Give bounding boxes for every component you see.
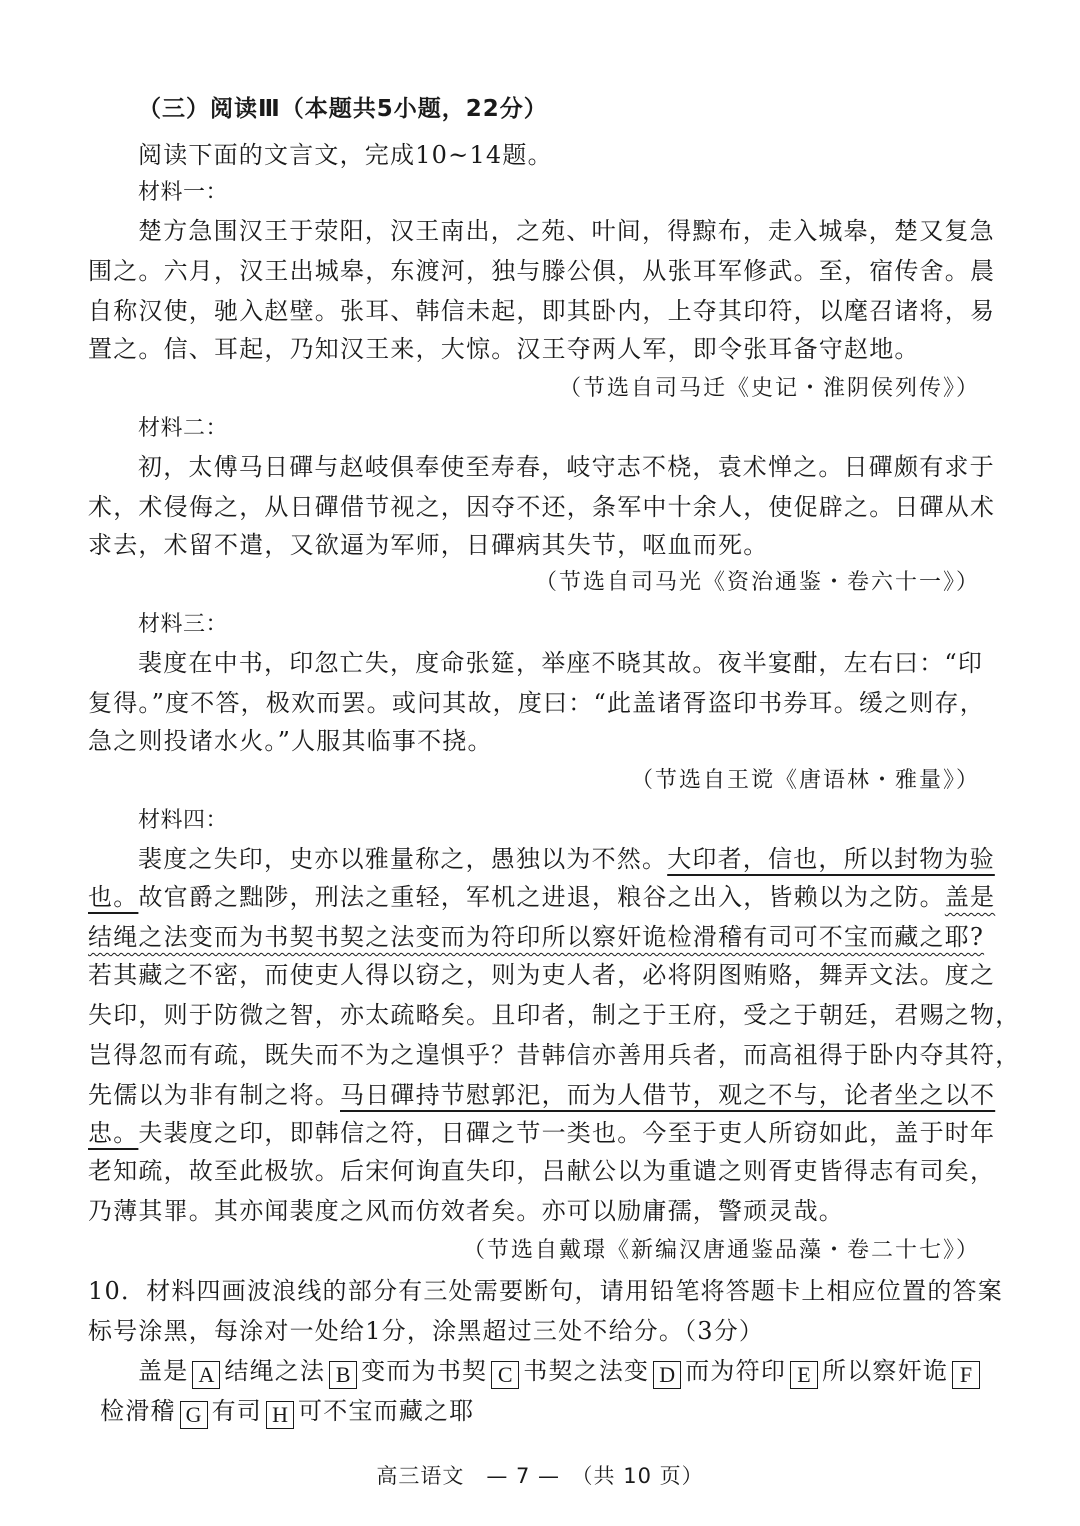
material4-line-8 [88,1118,994,1148]
material1-line: 楚方急围汉王于荥阳，汉王南出，之苑、叶间，得黥布，走入城皋，楚又复急 [138,217,995,245]
material3-source: （节选自王谠《唐语林・雅量》） [630,768,980,793]
section-instruction: 阅读下面的文言文，完成10~14题。 [138,141,553,169]
material3-header: 材料三： [138,612,229,637]
material4-line: 若其藏之不密，而使吏人得以窃之，则为吏人者，必将阴图贿赂，舞弄文法。度之 [88,961,996,989]
option-box-e[interactable]: E [790,1361,818,1389]
material2-header: 材料二： [138,416,229,441]
option-box-h[interactable]: H [266,1401,294,1429]
section-title: （三）阅读Ⅲ（本题共5小题，22分） [138,96,548,122]
material4-line: 老知疏，故至此极欤。后宋何询直失印，吕献公以为重谴之则胥吏皆得志有司矣， [88,1157,996,1185]
material4-header: 材料四： [138,808,229,833]
underlined-sentence-1: 大印者，信也，所以封物为验 [667,845,995,873]
material4-text: 夫裴度之印，即韩信之符，日磾之节一类也。今至于吏人所窃如此，盖于时年 [138,1119,996,1147]
material1-line: 自称汉使，驰入赵壁。张耳、韩信未起，即其卧内，上夺其印符，以麾召诸将，易 [88,297,996,325]
material4-line-3 [88,922,994,952]
material1-line: 围之。六月，汉王出城皋，东渡河，独与滕公俱，从张耳军修武。至，宿传舍。晨 [88,257,996,285]
material4-text: 故官爵之黜陟，刑法之重轻，军机之进退，粮谷之出入，皆赖以为之防。 [138,883,945,911]
material1-line: 置之。信、耳起，乃知汉王来，大惊。汉王夺两人军，即令张耳备守赵地。 [88,335,920,363]
segment-text: 结绳之法 [224,1357,326,1385]
question10-options-line-2 [100,1396,1006,1429]
option-box-f[interactable]: F [952,1361,980,1389]
segment-text: 盖是 [138,1357,189,1385]
material3-line: 急之则投诸水火。”人服其临事不挠。 [88,727,493,755]
material4-line-1 [138,844,994,874]
material2-line: 术，术侵侮之，从日磾借节视之，因夺不还，条军中十余人，使促辟之。日磾从术 [88,493,996,521]
underlined-sentence-2-end: 忠。 [88,1119,139,1147]
material4-text: 先儒以为非有制之将。 [88,1081,340,1109]
material4-line-7 [88,1080,994,1110]
question10-line-2: 标号涂黑，每涂对一处给1分，涂黑超过三处不给分。（3分） [88,1317,765,1345]
option-box-d[interactable]: D [653,1361,681,1389]
segment-text: 变而为书契 [361,1357,488,1385]
material4-line: 失印，则于防微之智，亦太疏略矣。且印者，制之于王府，受之于朝廷，君赐之物， [88,1001,1021,1029]
underlined-sentence-2: 马日磾持节慰郭汜，而为人借节，观之不与，论者坐之以不 [340,1081,996,1109]
option-box-c[interactable]: C [491,1361,519,1389]
material4-line: 乃薄其罪。其亦闻裴度之风而仿效者矣。亦可以励庸孺，警顽灵哉。 [88,1197,844,1225]
segment-text: 书契之法变 [523,1357,650,1385]
material4-source: （节选自戴璟《新编汉唐通鉴品藻・卷二十七》） [462,1238,980,1263]
material3-line: 裴度在中书，印忽亡失，度命张筵，举座不晓其故。夜半宴酣，左右曰：“印 [138,649,984,677]
material2-source: （节选自司马光《资治通鉴・卷六十一》） [534,570,980,595]
material2-line: 求去，术留不遣，又欲逼为军师，日磾病其失节，呕血而死。 [88,531,769,559]
option-box-b[interactable]: B [329,1361,357,1389]
page-footer: 高三语文 — 7 — （共 10 页） [376,1464,704,1488]
segment-text: 而为符印 [685,1357,787,1385]
material2-line: 初，太傅马日磾与赵岐俱奉使至寿春，岐守志不桡，袁术惮之。日磾颇有求于 [138,453,995,481]
segment-text: 检滑稽 [100,1397,176,1425]
question10-options-line-1 [138,1356,994,1389]
wavy-text: 结绳之法变而为书契书契之法变而为符印所以察奸诡检滑稽有司可不宝而藏之耶? [88,923,985,951]
material3-line: 复得。”度不答，极欢而罢。或问其故，度曰：“此盖诸胥盗印书券耳。缓之则存， [88,689,985,717]
material1-source: （节选自司马迁《史记・淮阴侯列传》） [558,376,980,401]
option-box-a[interactable]: A [192,1361,220,1389]
wavy-text-start: 盖是 [944,883,996,911]
underlined-sentence-1-end: 也。 [88,883,139,911]
segment-text: 有司 [211,1397,263,1425]
segment-text: 可不宝而藏之耶 [298,1397,475,1425]
option-box-g[interactable]: G [180,1401,208,1429]
material1-header: 材料一： [138,180,229,205]
material4-text: 裴度之失印，史亦以雅量称之，愚独以为不然。 [138,845,668,873]
segment-text: 所以察奸诡 [822,1357,949,1385]
material4-line-2 [88,882,994,912]
question10-line-1: 10．材料四画波浪线的部分有三处需要断句，请用铅笔将答题卡上相应位置的答案 [88,1277,1003,1305]
material4-line: 岂得忽而有疏，既失而不为之遑惧乎？昔韩信亦善用兵者，而高祖得于卧内夺其符， [88,1041,1021,1069]
